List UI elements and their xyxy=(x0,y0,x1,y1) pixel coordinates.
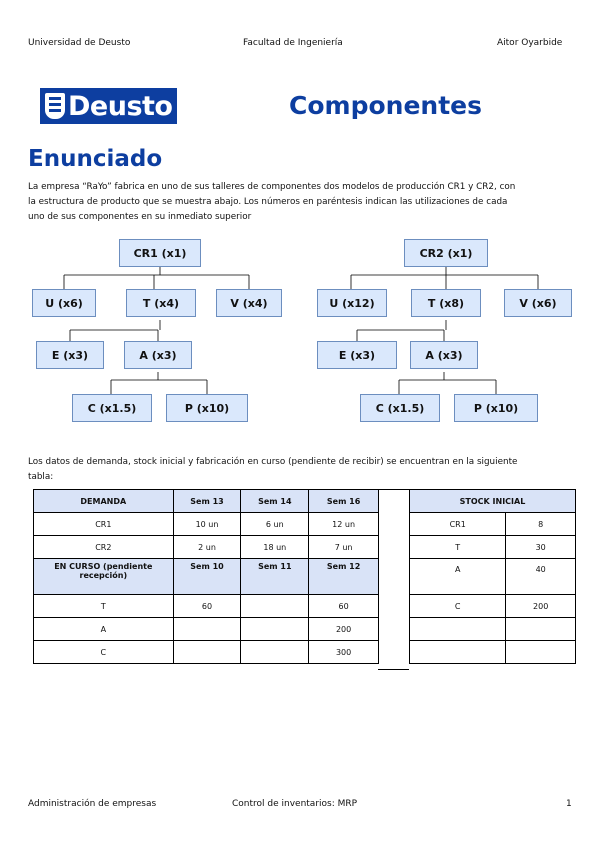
table-cell xyxy=(506,618,576,641)
page-number: 1 xyxy=(566,799,572,809)
tree1-node-a: A (x3) xyxy=(124,341,192,369)
table-cell: 200 xyxy=(506,595,576,618)
page-title: Componentes xyxy=(289,91,482,120)
table-cell xyxy=(241,641,309,664)
tree2-node-v: V (x6) xyxy=(504,289,572,317)
table-cell xyxy=(173,618,241,641)
footer-left: Administración de empresas xyxy=(28,799,157,809)
table-row xyxy=(34,536,379,559)
table-cell: CR1 xyxy=(410,513,506,536)
table-cell xyxy=(506,641,576,664)
table-cell: CR1 xyxy=(34,513,174,536)
table-cell xyxy=(410,618,506,641)
table-header-cell: Sem 16 xyxy=(309,490,379,513)
table-cell: 200 xyxy=(309,618,379,641)
header-right: Aitor Oyarbide xyxy=(497,38,563,48)
demand-table xyxy=(33,489,379,664)
table-cell: 7 un xyxy=(309,536,379,559)
table-cell: 18 un xyxy=(241,536,309,559)
table-header-cell: Sem 12 xyxy=(309,559,379,595)
table-cell: 60 xyxy=(309,595,379,618)
table-row xyxy=(410,641,576,664)
table-header-cell: Sem 14 xyxy=(241,490,309,513)
tree1-node-c: C (x1.5) xyxy=(72,394,152,422)
table-row xyxy=(34,513,379,536)
tree1-node-u: U (x6) xyxy=(32,289,96,317)
logo-text: Deusto xyxy=(68,90,173,122)
table-cell: C xyxy=(410,595,506,618)
table-cell: 10 un xyxy=(173,513,241,536)
tree2-node-p: P (x10) xyxy=(454,394,538,422)
intro-line: la estructura de producto que se muestra abajo. Los números en paréntesis indican las utilizaciones de cada xyxy=(28,197,508,207)
table-cell: 6 un xyxy=(241,513,309,536)
tree2-node-a: A (x3) xyxy=(410,341,478,369)
table-header-cell: Sem 10 xyxy=(173,559,241,595)
table-cell: T xyxy=(410,536,506,559)
table-header-cell: EN CURSO (pendiente recepción) xyxy=(34,559,174,595)
table-spacer xyxy=(378,489,409,670)
table-cell xyxy=(241,595,309,618)
table-cell xyxy=(241,618,309,641)
table-cell: A xyxy=(34,618,174,641)
table-row xyxy=(410,536,576,559)
footer-center: Control de inventarios: MRP xyxy=(232,799,358,809)
tree1-root: CR1 (x1) xyxy=(119,239,201,267)
table-cell: 8 xyxy=(506,513,576,536)
table-cell xyxy=(173,641,241,664)
table-row xyxy=(410,595,576,618)
table-header-cell: Sem 13 xyxy=(173,490,241,513)
stock-table xyxy=(409,489,576,664)
table-cell: C xyxy=(34,641,174,664)
section-heading: Enunciado xyxy=(28,146,163,172)
intro-line: La empresa “RaYo” fabrica en uno de sus talleres de componentes dos modelos de producción CR1 y CR2, con xyxy=(28,182,516,192)
table-cell: 40 xyxy=(506,559,576,595)
tree1-node-t: T (x4) xyxy=(126,289,196,317)
table-cell: CR2 xyxy=(34,536,174,559)
table-row xyxy=(410,618,576,641)
table-header-cell: DEMANDA xyxy=(34,490,174,513)
header-center: Facultad de Ingeniería xyxy=(243,38,343,48)
table-cell: 12 un xyxy=(309,513,379,536)
table-intro xyxy=(28,455,576,485)
tree2-node-t: T (x8) xyxy=(411,289,481,317)
table-intro-line: tabla: xyxy=(28,472,54,482)
tree1-node-p: P (x10) xyxy=(166,394,248,422)
tree2-node-e: E (x3) xyxy=(317,341,397,369)
table-cell: 300 xyxy=(309,641,379,664)
tree1-node-v: V (x4) xyxy=(216,289,282,317)
tree2-node-u: U (x12) xyxy=(317,289,387,317)
table-row xyxy=(34,641,379,664)
table-header-row xyxy=(410,490,576,513)
header-left: Universidad de Deusto xyxy=(28,38,131,48)
table-row xyxy=(34,595,379,618)
table-cell: 30 xyxy=(506,536,576,559)
intro-line: uno de sus componentes en su inmediato superior xyxy=(28,212,252,222)
table-header-row xyxy=(34,559,379,595)
tree2-root: CR2 (x1) xyxy=(404,239,488,267)
table-header-cell: Sem 11 xyxy=(241,559,309,595)
table-header-cell: STOCK INICIAL xyxy=(410,490,576,513)
tree1-node-e: E (x3) xyxy=(36,341,104,369)
table-intro-line: Los datos de demanda, stock inicial y fabricación en curso (pendiente de recibir) se encuentran en la siguiente xyxy=(28,457,518,467)
table-cell xyxy=(410,641,506,664)
table-row xyxy=(34,618,379,641)
table-cell: T xyxy=(34,595,174,618)
table-cell: A xyxy=(410,559,506,595)
table-cell: 60 xyxy=(173,595,241,618)
table-row xyxy=(410,559,576,595)
table-cell: 2 un xyxy=(173,536,241,559)
table-row xyxy=(410,513,576,536)
tree2-node-c: C (x1.5) xyxy=(360,394,440,422)
table-header-row xyxy=(34,490,379,513)
